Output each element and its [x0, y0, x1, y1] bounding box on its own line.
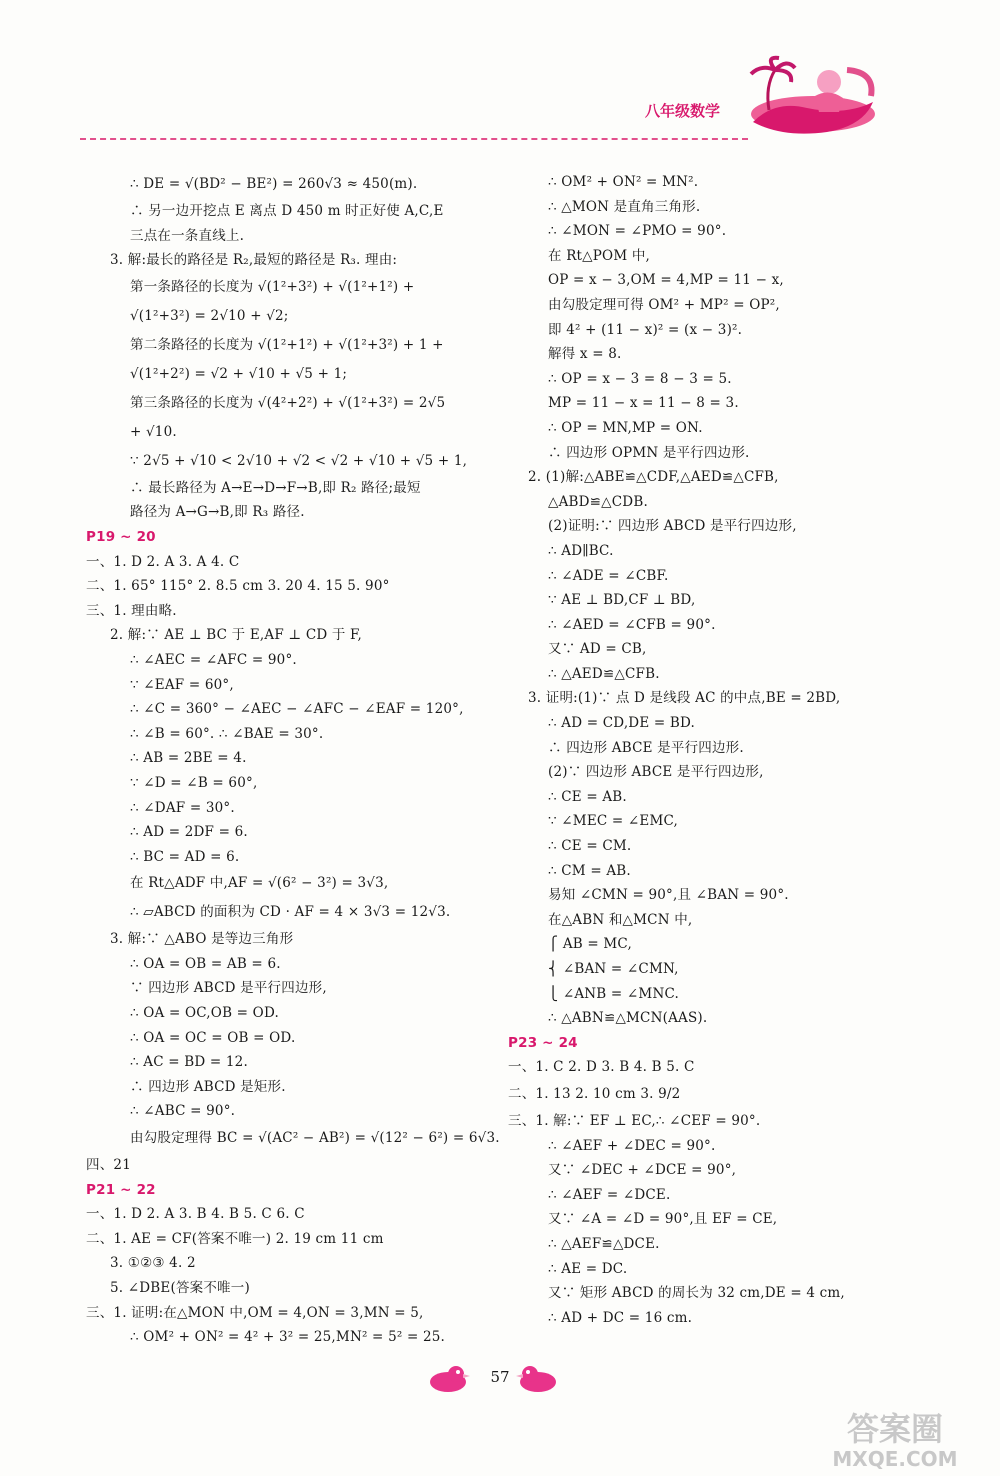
text-line: ∴ 另一边开挖点 E 离点 D 450 m 时正好使 A,C,E	[130, 203, 444, 219]
text-line: ∴ OA = OB = AB = 6.	[130, 955, 281, 972]
watermark-logo	[800, 1408, 990, 1472]
text-line: ∴ AD∥BC.	[548, 542, 614, 559]
text-line: 由勾股定理可得 OM² + MP² = OP²,	[548, 296, 780, 313]
text-line: ∴ △ABN≌△MCN(AAS).	[548, 1010, 708, 1027]
text-line: 四、21	[86, 1157, 131, 1174]
text-line: 又∵ AD = CB,	[548, 641, 647, 658]
text-line: ∴ ∠AEF = ∠DCE.	[548, 1186, 671, 1203]
text-line: √(1²+3²) = 2√10 + √2;	[130, 307, 289, 324]
text-line: √(1²+2²) = √2 + √10 + √5 + 1;	[130, 365, 348, 382]
text-line: OP = x − 3,OM = 4,MP = 11 − x,	[548, 272, 784, 289]
text-line: ∴ 最长路径为 A→E→D→F→B,即 R₂ 路径;最短	[130, 479, 421, 496]
text-line: ∴ △AED≌△CFB.	[548, 665, 660, 682]
text-line: ∴ AD = CD,DE = BD.	[548, 715, 696, 732]
text-line: 又∵ 矩形 ABCD 的周长为 32 cm,DE = 4 cm,	[548, 1285, 845, 1302]
section-heading: P23 ~ 24	[508, 1034, 578, 1051]
text-line: ∴ CE = CM.	[548, 838, 632, 855]
text-line: ∴ OP = x − 3 = 8 − 3 = 5.	[548, 370, 732, 387]
text-line: 二、1. 65° 115° 2. 8.5 cm 3. 20 4. 15 5. 90°	[86, 578, 390, 595]
text-line: (2)证明:∵ 四边形 ABCD 是平行四边形,	[548, 518, 797, 535]
watermark-text-url: MXQE.COM	[832, 1447, 958, 1471]
text-line: 在 Rt△POM 中,	[548, 247, 651, 264]
text-line: 又∵ ∠A = ∠D = 90°,且 EF = CE,	[548, 1211, 778, 1228]
text-line: 由勾股定理得 BC = √(AC² − AB²) = √(12² − 6²) = 6√3.	[130, 1130, 500, 1147]
text-line: ∴ ▱ABCD 的面积为 CD · AF = 4 × 3√3 = 12√3.	[130, 904, 451, 921]
right-column	[508, 170, 908, 1330]
text-line: ∵ ∠EAF = 60°,	[130, 676, 234, 693]
text-line: ∴ OM² + ON² = MN².	[548, 174, 699, 190]
text-line: ∴ AB = 2BE = 4.	[130, 750, 247, 767]
text-line: ∴ △AEF≌△DCE.	[548, 1235, 660, 1252]
text-line: 5. ∠DBE(答案不唯一)	[110, 1280, 250, 1296]
text-line: ∴ ∠AEF + ∠DEC = 90°.	[548, 1137, 716, 1154]
text-line: ∴ ∠MON = ∠PMO = 90°.	[548, 223, 727, 240]
text-line: ∴ 四边形 ABCE 是平行四边形.	[548, 739, 744, 756]
text-line: ∴ BC = AD = 6.	[130, 848, 240, 865]
text-line: ∴ DE = √(BD² − BE²) = 260√3 ≈ 450(m).	[130, 176, 418, 192]
text-line: ∵ 2√5 + √10 < 2√10 + √2 < √2 + √10 + √5 + 1,	[130, 452, 468, 469]
section-heading: P21 ~ 22	[86, 1181, 156, 1198]
text-line: ∴ OP = MN,MP = ON.	[548, 419, 703, 436]
watermark-text-cn: 答案圈	[846, 1410, 944, 1448]
text-line: 3. 解:∵ △ABO 是等边三角形	[110, 931, 294, 948]
text-line: 3. ①②③ 4. 2	[110, 1255, 196, 1272]
text-line: 一、1. D 2. A 3. B 4. B 5. C 6. C	[86, 1206, 305, 1223]
text-line: ∴ OM² + ON² = 4² + 3² = 25,MN² = 5² = 25.	[130, 1329, 446, 1346]
text-line: ∴ ∠ADE = ∠CBF.	[548, 567, 669, 584]
text-line: ⎧ AB = MC,	[548, 936, 632, 953]
left-column	[86, 170, 500, 1350]
text-line: ∴ ∠DAF = 30°.	[130, 799, 235, 816]
text-line: 2. (1)解:△ABE≌△CDF,△AED≌△CFB,	[528, 469, 779, 486]
text-line: + √10.	[130, 423, 177, 440]
pink-bird-icon	[516, 1362, 560, 1394]
text-line: (2)∵ 四边形 ABCE 是平行四边形,	[548, 764, 764, 781]
text-line: ⎩ ∠ANB = ∠MNC.	[548, 985, 679, 1002]
text-line: ∴ AD = 2DF = 6.	[130, 824, 248, 841]
text-line: 又∵ ∠DEC + ∠DCE = 90°,	[548, 1162, 737, 1179]
running-header-title: 八年级数学	[645, 102, 721, 120]
text-line: 第二条路径的长度为 √(1²+1²) + √(1²+3²) + 1 +	[130, 336, 444, 353]
text-line: 3. 证明:(1)∵ 点 D 是线段 AC 的中点,BE = 2BD,	[528, 690, 841, 707]
text-line: ∴ ∠AED = ∠CFB = 90°.	[548, 616, 716, 633]
text-line: 二、1. 13 2. 10 cm 3. 9/2	[508, 1085, 681, 1102]
text-line: 一、1. D 2. A 3. A 4. C	[86, 553, 240, 570]
text-line: 一、1. C 2. D 3. B 4. B 5. C	[508, 1059, 695, 1076]
text-line: MP = 11 − x = 11 − 8 = 3.	[548, 395, 739, 412]
text-line: ∴ AD + DC = 16 cm.	[548, 1309, 693, 1326]
text-line: ⎨ ∠BAN = ∠CMN,	[548, 961, 679, 977]
text-line: ∴ CM = AB.	[548, 862, 631, 879]
text-line: 3. 解:最长的路径是 R₂,最短的路径是 R₃. 理由:	[110, 252, 398, 269]
text-line: ∴ AC = BD = 12.	[130, 1054, 248, 1071]
text-line: ∴ △MON 是直角三角形.	[548, 198, 701, 215]
text-line: ∵ AE ⊥ BD,CF ⊥ BD,	[548, 592, 696, 609]
text-line: 在 Rt△ADF 中,AF = √(6² − 3²) = 3√3,	[130, 875, 389, 892]
section-heading: P19 ~ 20	[86, 528, 156, 545]
page-number: 57	[490, 1368, 510, 1386]
text-line: ∵ ∠D = ∠B = 60°,	[130, 774, 258, 791]
text-line: 易知 ∠CMN = 90°,且 ∠BAN = 90°.	[548, 887, 789, 904]
page-footer	[0, 1362, 1000, 1402]
text-line: 即 4² + (11 − x)² = (x − 3)².	[548, 321, 743, 338]
text-line: 三、1. 理由略.	[86, 602, 177, 619]
text-line: 三、1. 证明:在△MON 中,OM = 4,ON = 3,MN = 5,	[86, 1304, 424, 1321]
text-line: 第一条路径的长度为 √(1²+3²) + √(1²+1²) +	[130, 278, 415, 295]
text-line: 三、1. 解:∵ EF ⊥ EC,∴ ∠CEF = 90°.	[508, 1112, 761, 1129]
header-dashed-rule	[80, 138, 748, 140]
text-line: 解得 x = 8.	[548, 346, 622, 363]
text-line: ∵ 四边形 ABCD 是平行四边形,	[130, 980, 327, 997]
text-line: ∴ ∠ABC = 90°.	[130, 1103, 236, 1120]
text-line: ∴ ∠B = 60°. ∴ ∠BAE = 30°.	[130, 725, 324, 742]
text-line: ∵ ∠MEC = ∠EMC,	[548, 813, 679, 830]
text-line: ∴ AE = DC.	[548, 1260, 628, 1277]
text-line: ∴ OA = OC = OB = OD.	[130, 1029, 296, 1046]
text-line: ∴ ∠C = 360° − ∠AEC − ∠AFC − ∠EAF = 120°,	[130, 701, 464, 718]
pink-bird-icon	[426, 1362, 470, 1394]
text-line: 第三条路径的长度为 √(4²+2²) + √(1²+3²) = 2√5	[130, 394, 446, 411]
text-line: 二、1. AE = CF(答案不唯一) 2. 19 cm 11 cm	[86, 1230, 384, 1247]
text-line: △ABD≌△CDB.	[548, 493, 648, 510]
text-line: ∴ 四边形 OPMN 是平行四边形.	[548, 444, 750, 461]
text-line: 在△ABN 和△MCN 中,	[548, 911, 693, 928]
text-line: 三点在一条直线上.	[130, 227, 245, 244]
text-line: ∴ ∠AEC = ∠AFC = 90°.	[130, 651, 297, 668]
child-island-illustration-icon	[735, 52, 885, 138]
text-line: ∴ CE = AB.	[548, 788, 627, 805]
text-line: ∴ OA = OC,OB = OD.	[130, 1005, 279, 1022]
text-line: 路径为 A→G→B,即 R₃ 路径.	[130, 504, 305, 521]
text-line: ∴ 四边形 ABCD 是矩形.	[130, 1078, 286, 1095]
text-line: 2. 解:∵ AE ⊥ BC 于 E,AF ⊥ CD 于 F,	[110, 627, 363, 644]
